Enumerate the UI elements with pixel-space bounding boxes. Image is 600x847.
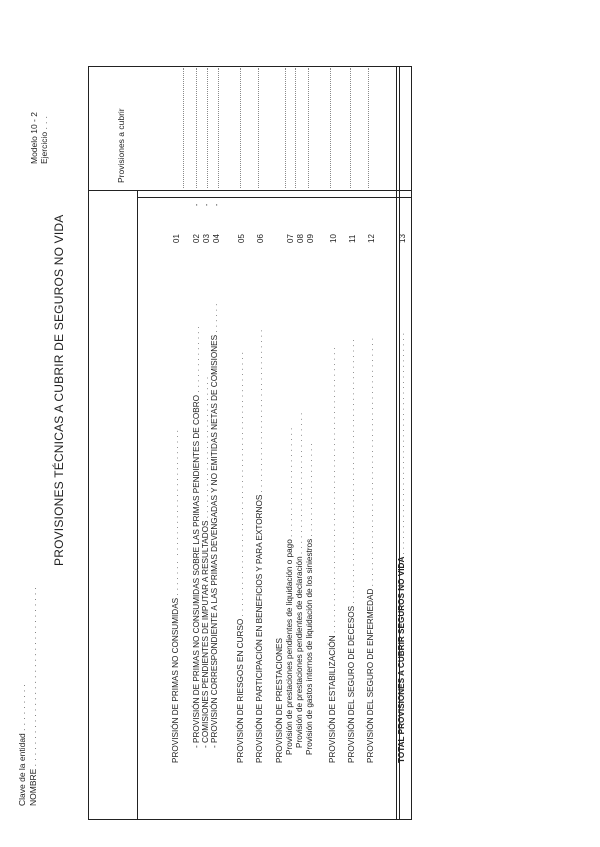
row-code: 11 (348, 234, 357, 243)
row-code: 09 (306, 234, 315, 243)
row-label: PROVISIÓN DE PRIMAS NO CONSUMIDAS . . . . . . . . . . . . . . . . . . . . . . . . . . . . . . . (171, 429, 180, 763)
row-code: 05 (237, 234, 246, 243)
row-code: 10 (329, 234, 338, 243)
row-label: PROVISIÓN DEL SEGURO DE ENFERMEDAD . . . . . . . . . . . . . . . . . . . . . . . . . . . . . . . . . . . . . . . . . . . . . . . (366, 337, 375, 763)
row-code: 03 (202, 234, 211, 243)
column-header: Provisiones a cubrir (116, 108, 126, 183)
page-title: PROVISIONES TÉCNICAS A CUBRIR DE SEGUROS NO VIDA (52, 214, 66, 566)
row-label: - PROVISIÓN CORRESPONDIENTE A LAS PRIMAS DEVENGADAS Y NO EMITIDAS NETAS DE COMISIONES . . . . . . (210, 303, 219, 748)
dot-guide (295, 68, 296, 188)
row-code: 02 (192, 234, 201, 243)
dot-guide (258, 68, 259, 188)
row-label: PROVISIÓN DE PARTICIPACIÓN EN BENEFICIOS Y PARA EXTORNOS . . . . . . . . . . . . . . . . . . . . . . . . . . . . . . . (255, 329, 264, 763)
row-code: 07 (286, 234, 295, 243)
dot-guide (183, 68, 184, 188)
clave-entidad-label: Clave de la entidad . . . . . . . . . (17, 683, 27, 806)
dot-guide (240, 68, 241, 188)
dot-guide (218, 68, 219, 188)
row-label: PROVISIÓN DE PRESTACIONES (275, 638, 284, 763)
row-code: 12 (367, 234, 376, 243)
total-row-label: TOTAL PROVISIONES A CUBRIR SEGUROS NO VIDA . . . . . . . . . . . . . . . . . . . . . . . . . . . . . . . . . . . . . . . . . . (397, 332, 406, 763)
row-code: 01 (172, 234, 181, 243)
row-label: PROVISIÓN DEL SEGURO DE DECESOS . . . . . . . . . . . . . . . . . . . . . . . . . . . . . . . . . . . . . . . . . . . . . . . . . . (347, 338, 356, 763)
value-mark: - (194, 203, 201, 206)
dot-guide (285, 68, 286, 188)
dot-guide (207, 68, 208, 188)
row-code: 13 (398, 234, 407, 243)
row-label: - PROVISIÓN DE PRIMAS NO CONSUMIDAS SOBRE LAS PRIMAS PENDIENTES DE COBRO . . . . . . . . . . . . . (192, 325, 201, 748)
row-label: Provisión de gastos internos de liquidación de los siniestros . . . . . . . . . . . . . . . . . . (305, 442, 314, 755)
value-mark: - (204, 203, 211, 206)
row-label: PROVISIÓN DE ESTABILIZACIÓN . . . . . . . . . . . . . . . . . . . . . . . . . . . . . . . . . . . . . . . . . . . . . . . . . . . . . . (328, 346, 337, 763)
value-mark: - (214, 203, 221, 206)
row-code: 04 (212, 234, 221, 243)
dot-guide (350, 68, 351, 188)
row-code: 06 (256, 234, 265, 243)
nombre-label: NOMBRE . . . . . . . . . . . . . . . . . . . . . . . . . . . . . . . . . (28, 586, 38, 806)
row-label: Provisión de prestaciones pendientes de declaración . . . . . . . . . . . . . . . . . . . . . . . . . . . (295, 412, 304, 748)
dot-guide (368, 68, 369, 188)
modelo-label: Modelo 10 - 2 (29, 112, 39, 164)
row-label: Provisión de prestaciones pendientes de liquidación o pago . . . . . . . . . . . . . . . . . . . . . (285, 427, 294, 755)
dot-guide (330, 68, 331, 188)
first-column-divider (137, 190, 138, 820)
row-code: 08 (296, 234, 305, 243)
row-label: - COMISIONES PENDIENTES DE IMPUTAR A RESULTADOS . . . . . . . . . . . . . . . . . . . . . . . . . . . (201, 376, 210, 748)
value-column-top-line (137, 197, 412, 198)
dot-guide (196, 68, 197, 188)
dot-guide (308, 68, 309, 188)
row-label: PROVISIÓN DE RIESGOS EN CURSO . . . . . . . . . . . . . . . . . . . . . . . . . . . . . . . . . . . . . . . . . . . . . . . . . . (236, 351, 245, 763)
ejercicio-label: Ejercicio . . . (39, 115, 49, 164)
